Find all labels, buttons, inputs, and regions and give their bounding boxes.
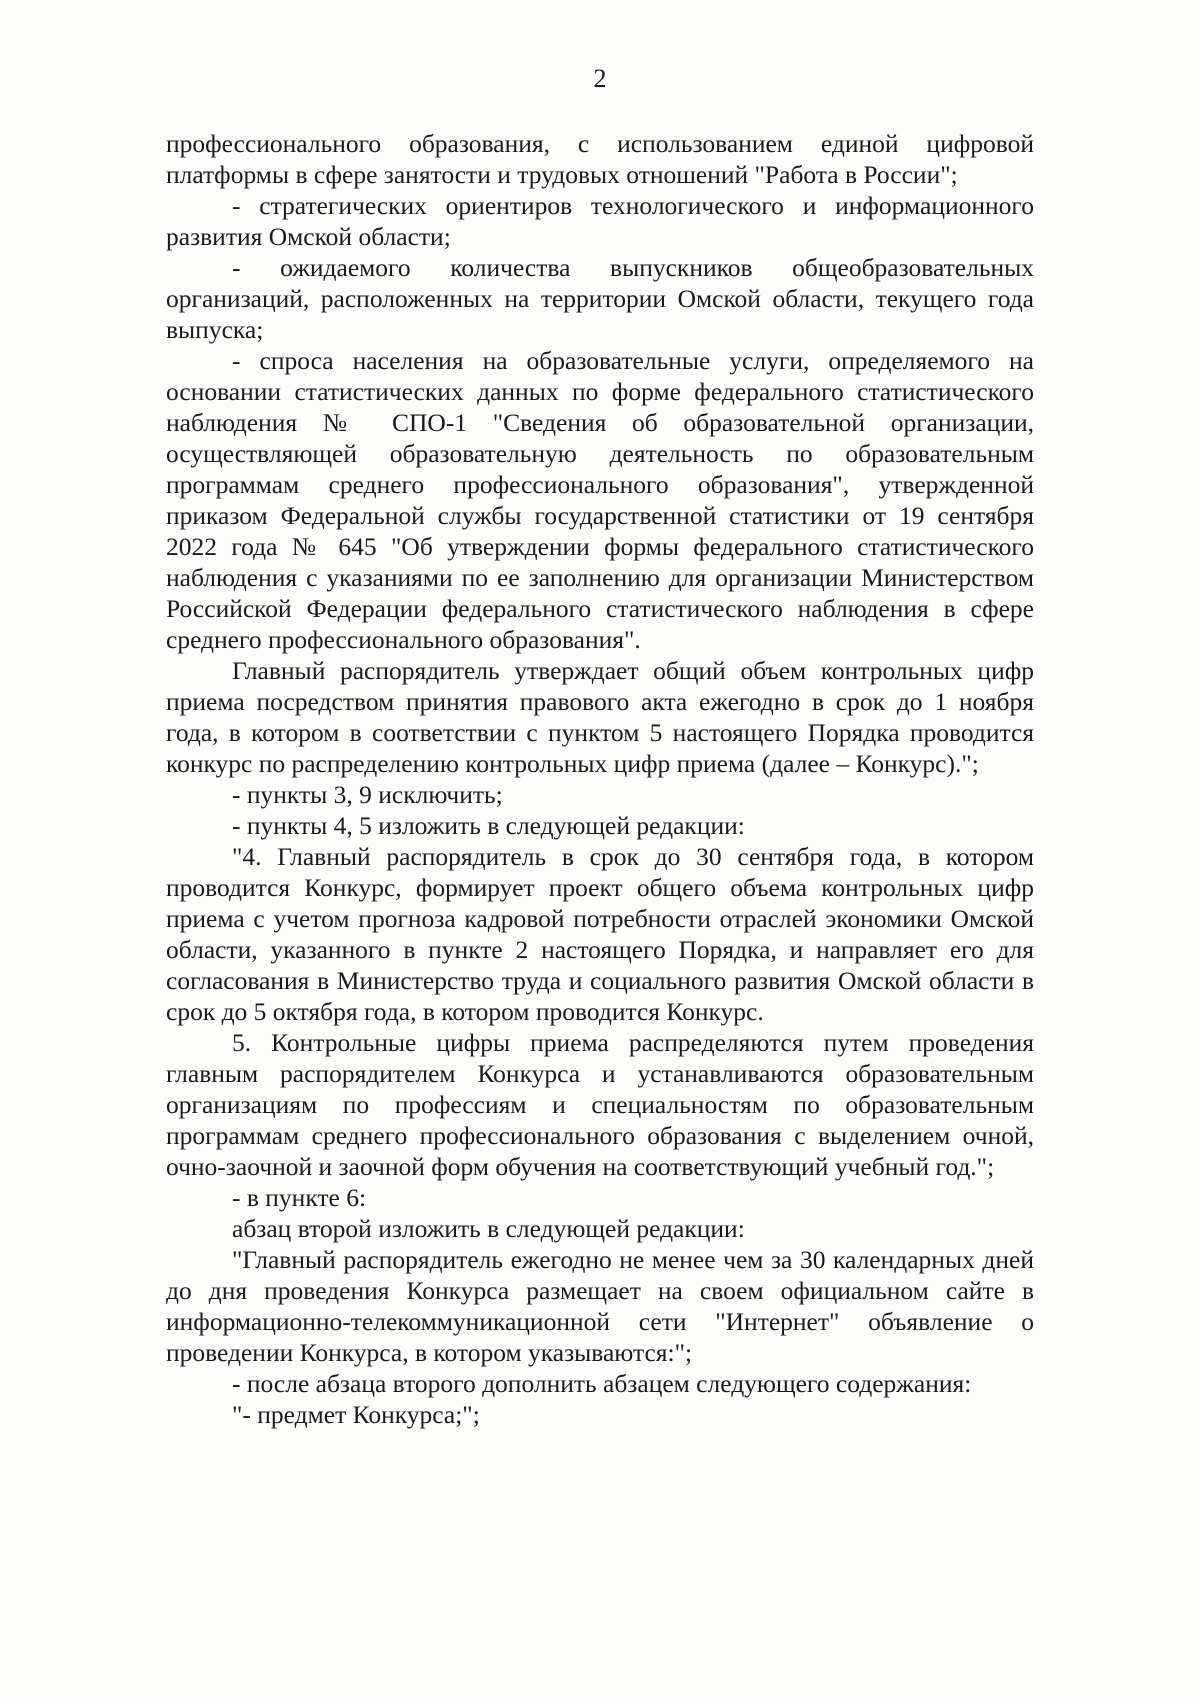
- paragraph: - стратегических ориентиров технологического и информационного развития Омской области;: [166, 191, 1034, 251]
- paragraph: - спроса населения на образовательные услуги, определяемого на основании статистических данных по форме федерального статистического наблюдения № СПО-1 "Сведения об образовательной организации, осуществляющей образовательную деятельность по образовательным программам среднего профессионального образования", утвержденной приказом Федеральной службы государственной статистики от 19 сентября 2022 года № 645 "Об утверждении формы федерального статистического наблюдения с указаниями по ее заполнению для организации Министерством Российской Федерации федерального статистического наблюдения в сфере среднего профессионального образования".: [166, 346, 1034, 654]
- paragraph: - после абзаца второго дополнить абзацем следующего содержания:: [232, 1369, 972, 1398]
- paragraph: 5. Контрольные цифры приема распределяются путем проведения главным распорядителем Конкурса и устанавливаются образовательным организациям по профессиям и специальностям по образовательным программам среднего профессионального образования с выделением очной, очно-заочной и заочной форм обучения на соответствующий учебный год.";: [166, 1028, 1034, 1181]
- paragraph: профессионального образования, с использованием единой цифровой платформы в сфере занятости и трудовых отношений "Работа в России";: [166, 129, 1034, 189]
- paragraph: - ожидаемого количества выпускников общеобразовательных организаций, расположенных на территории Омской области, текущего года выпуска;: [166, 253, 1034, 344]
- paragraph: "Главный распорядитель ежегодно не менее чем за 30 календарных дней до дня проведения Конкурса размещает на своем официальном сайте в информационно-телекоммуникационной сети "Интернет" объявление о проведении Конкурса, в котором указываются:";: [166, 1245, 1034, 1367]
- paragraph: "4. Главный распорядитель в срок до 30 сентября года, в котором проводится Конкурс, формирует проект общего объема контрольных цифр приема с учетом прогноза кадровой потребности отраслей экономики Омской области, указанного в пункте 2 настоящего Порядка, и направляет его для согласования в Министерство труда и социального развития Омской области в срок до 5 октября года, в котором проводится Конкурс.: [166, 842, 1034, 1026]
- document-body: [166, 128, 1034, 1430]
- paragraph: - пункты 3, 9 исключить;: [232, 780, 503, 809]
- paragraph: - в пункте 6:: [232, 1183, 367, 1212]
- paragraph: "- предмет Конкурса;";: [232, 1400, 480, 1429]
- paragraph: абзац второй изложить в следующей редакции:: [232, 1214, 745, 1243]
- paragraph: Главный распорядитель утверждает общий объем контрольных цифр приема посредством принятия правового акта ежегодно в срок до 1 ноября года, в котором в соответствии с пунктом 5 настоящего Порядка проводится конкурс по распределению контрольных цифр приема (далее – Конкурс).";: [166, 656, 1034, 778]
- paragraph: - пункты 4, 5 изложить в следующей редакции:: [232, 811, 745, 840]
- page-number: 2: [593, 64, 607, 93]
